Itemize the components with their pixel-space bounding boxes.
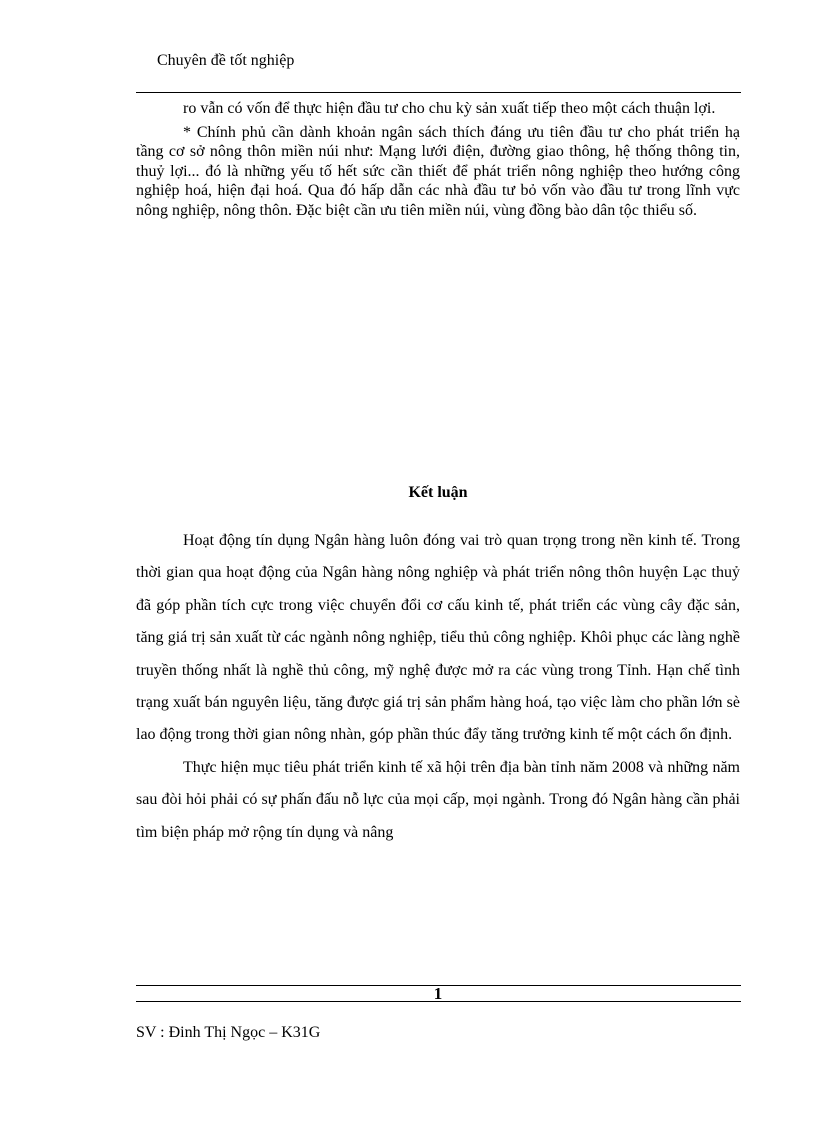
page-number: 1 xyxy=(433,984,443,1003)
footer-rule-bottom xyxy=(136,1001,741,1002)
conclusion-heading: Kết luận xyxy=(408,484,468,501)
conclusion-paragraph-1: Hoạt động tín dụng Ngân hàng luôn đóng vai trò quan trọng trong nền kinh tế. Trong thời gian qua hoạt động của Ngân hàng nông nghiệp và phát triển nông thôn huyện Lạc thuỷ đã góp phần tích cực trong việc chuyển đổi cơ cấu kinh tế, phát triển các vùng cây đặc sản, tăng giá trị sản xuất từ các ngành nông nghiệp, tiểu thủ công nghiệp. Khôi phục các làng nghề truyền thống nhất là nghề thủ công, mỹ nghệ được mở ra các vùng trong Tỉnh. Hạn chế tình trạng xuất bán nguyên liệu, tăng được giá trị sản phẩm hàng hoá, tạo việc làm cho phần lớn sè lao động trong thời gian nông nhàn, góp phần thúc đẩy tăng trưởng kinh tế một cách ổn định. xyxy=(136,532,740,744)
paragraph-continuation: ro vẫn có vốn để thực hiện đầu tư cho chu kỳ sản xuất tiếp theo một cách thuận lợi. xyxy=(183,100,716,117)
student-name: SV : Đinh Thị Ngọc – K31G xyxy=(136,1024,321,1041)
header-title: Chuyên đề tốt nghiệp xyxy=(157,52,295,69)
paragraph-government-budget: * Chính phủ cần dành khoản ngân sách thích đáng ưu tiên đầu tư cho phát triển hạ tầng cơ sở nông thôn miền núi như: Mạng lưới điện, đường giao thông, hệ thống thông tin, thuỷ lợi... đó là những yếu tố hết sức cần thiết để phát triển nông nghiệp theo hướng công nghiệp hoá, hiện đại hoá. Qua đó hấp dẫn các nhà đầu tư bỏ vốn vào đầu tư trong lĩnh vực nông nghiệp, nông thôn. Đặc biệt cần ưu tiên miền núi, vùng đồng bào dân tộc thiểu số. xyxy=(136,123,740,219)
conclusion-paragraph-2: Thực hiện mục tiêu phát triển kinh tế xã hội trên địa bàn tỉnh năm 2008 và những năm sau đòi hỏi phải có sự phấn đấu nỗ lực của mọi cấp, mọi ngành. Trong đó Ngân hàng cần phải tìm biện pháp mở rộng tín dụng và nâng xyxy=(136,758,740,841)
header-rule xyxy=(136,92,741,93)
conclusion-body xyxy=(136,525,740,849)
top-section xyxy=(136,99,740,224)
